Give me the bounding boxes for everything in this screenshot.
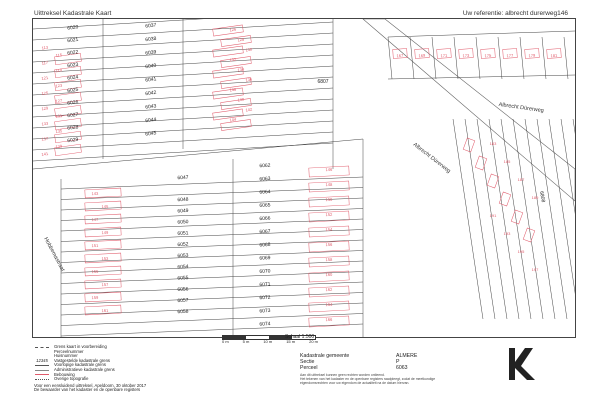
house-number-label: 195	[517, 249, 525, 254]
parcel-lines	[33, 19, 575, 337]
legend-row	[34, 377, 234, 382]
parcel-number-label: 6042	[144, 89, 157, 98]
house-number-label: 167	[396, 52, 404, 59]
street-name-label: Albrecht Dürerweg	[411, 141, 452, 175]
house-number-label: 193	[503, 231, 511, 236]
house-number-label: 183	[489, 141, 497, 146]
parcel-number-label: 6041	[144, 76, 157, 84]
parcel-number-label: 6058	[177, 308, 189, 316]
parcel-boundary	[453, 119, 483, 319]
parcel-number-label: 6028	[66, 124, 79, 132]
house-number-label: 179	[528, 52, 536, 59]
reference-text: Uw referentie: albrecht durerweg146	[462, 10, 568, 17]
legend-symbol	[34, 347, 50, 348]
parcel-boundary	[476, 37, 480, 79]
building-outline	[221, 35, 252, 46]
house-number-label: 169	[418, 52, 426, 59]
building-outline	[213, 25, 244, 36]
legend-symbol	[34, 370, 50, 371]
parcel-boundary	[477, 119, 507, 319]
scale-tick: 15 m	[286, 339, 296, 344]
legend-symbol	[34, 379, 50, 380]
house-number-label: 159	[91, 294, 99, 301]
parcel-boundary	[542, 37, 546, 79]
house-number-label: 143	[91, 190, 99, 197]
disclaimer	[300, 374, 490, 385]
legend-symbol	[34, 374, 50, 375]
parcel-number-label: 6022	[66, 49, 79, 57]
parcel-number-label: 6070	[259, 268, 271, 275]
house-number-label: 136	[245, 76, 253, 83]
legend-label: Administratieve kadastrale grens	[54, 366, 115, 372]
legend-label: Vastgestelde kadastrale grens	[54, 357, 111, 363]
kadaster-logo-icon	[505, 344, 537, 384]
parcel-boundary	[520, 37, 524, 79]
parcel-number-label: 6054	[177, 263, 189, 271]
house-number-label: 149	[101, 229, 109, 236]
disclaimer-line: eigendomsrechten voor uw eigendom de actualiteit na de datum hiervan.	[300, 380, 410, 385]
thin-line-icon	[35, 370, 49, 371]
house-number-label: 152	[325, 211, 333, 218]
house-number-label: 189	[531, 195, 539, 200]
parcel-number-label: 6047	[177, 174, 189, 182]
legend-footer-line: Voor een eensluidend uittreksel, Apeldoorn, 30 oktober 2017	[34, 382, 147, 388]
house-number-label: 161	[101, 307, 109, 314]
parcel-boundary	[537, 119, 567, 319]
building-outline	[499, 192, 511, 206]
house-number-label: 164	[325, 301, 333, 308]
map-title: Uittreksel Kadastrale Kaart	[34, 10, 112, 17]
legend-footer-line: De bewaarder van het kadaster en de openbare registers	[34, 387, 141, 393]
parcel-number-label: 6068	[259, 241, 271, 249]
legend-label: Voorlopige kadastrale grens	[54, 362, 106, 368]
street-name-label: Albrecht Dürerweg	[498, 101, 545, 115]
building-line-icon	[35, 374, 49, 375]
parcel-number-label: 6069	[259, 255, 271, 262]
parcel-labels	[67, 22, 546, 327]
house-number-label: 139	[55, 143, 63, 150]
house-number-label: 142	[245, 106, 253, 113]
parcel-number-label: 6020	[66, 24, 79, 32]
parcel-number-label: 6807	[317, 79, 329, 85]
parcel-number-label: 6021	[66, 36, 79, 45]
parcel-number-label: 6037	[144, 22, 157, 30]
topo-line-icon	[35, 379, 49, 380]
house-number-label: 156	[325, 241, 333, 248]
disclaimer-line: Het tekenen van het kadaster en de openbare registers raadpleegt, zodat de meetkundige	[300, 376, 436, 381]
building-outlines	[55, 25, 562, 327]
parcel-number-label: 6063	[259, 175, 271, 183]
parcel-boundary	[564, 37, 568, 79]
parcel-boundary	[498, 37, 502, 79]
parcel-number-label: 6071	[259, 281, 271, 289]
kadastrale-gemeente-value: ALMERE	[396, 353, 418, 359]
parcel-boundary	[61, 174, 363, 189]
parcel-number-label: 6065	[259, 202, 271, 209]
building-outline	[487, 174, 499, 188]
parcel-boundary	[61, 324, 363, 336]
legend-label: Huisnummer	[54, 353, 78, 359]
house-number-label: 131	[55, 112, 63, 119]
house-number-label: 137	[41, 135, 49, 142]
parcel-number-label: 6055	[177, 275, 189, 282]
parcel-number-label: 6052	[177, 241, 189, 249]
scale-tick: 0 m	[222, 339, 229, 344]
house-number-label: 145	[101, 203, 109, 210]
building-outline	[523, 228, 535, 242]
parcel-number-label: 6023	[66, 61, 79, 70]
legend-label: Perceelnummer	[54, 348, 84, 354]
house-number-label: 144	[229, 116, 237, 123]
legend-label: Bebouwing	[54, 371, 75, 377]
parcel-number-label: 6064	[259, 189, 271, 196]
building-outline	[213, 109, 244, 123]
solid-line-icon	[35, 365, 49, 366]
house-number-label: 130	[245, 46, 253, 53]
building-outline	[511, 210, 523, 224]
house-number-label: 181	[550, 52, 558, 59]
parcel-number-label: 6040	[144, 62, 157, 71]
parcel-number-label: 6045	[144, 130, 157, 138]
house-number-label: 158	[325, 256, 333, 263]
house-number-label: 153	[101, 255, 109, 262]
parcel-number-label: 6029	[66, 136, 79, 145]
parcel-number-label: 6024	[66, 74, 79, 82]
street-labels	[42, 102, 544, 273]
building-outline	[85, 292, 121, 302]
house-number-labels	[41, 26, 558, 322]
house-number-label: 173	[462, 52, 470, 59]
parcel-number-label: 6039	[144, 49, 157, 57]
scale-tick: 10 m	[263, 339, 273, 344]
house-number-label: 134	[237, 66, 245, 73]
legend-label: Overige topografie	[54, 376, 89, 382]
dashed-line-icon	[35, 347, 49, 348]
parcel-number-label: 6072	[259, 294, 271, 302]
parcel-number-label: 6808	[538, 190, 546, 203]
house-number-label: 155	[91, 268, 99, 275]
parcel-number-label: 6027	[66, 111, 79, 120]
house-number-label: 160	[325, 271, 333, 278]
parcel-number-label: 6038	[144, 35, 157, 44]
house-number-label: 123	[55, 82, 63, 89]
house-number-label: 140	[237, 96, 245, 103]
kadastrale-row	[300, 366, 417, 372]
parcel-number-label: 6043	[144, 103, 157, 111]
kadastrale-gemeente-label: Kadastrale gemeente	[300, 353, 350, 359]
parcel-number-label: 6073	[259, 307, 271, 315]
house-number-label: 191	[489, 213, 497, 218]
house-number-label: 113	[41, 44, 49, 51]
house-number-label: 175	[484, 52, 492, 59]
sectie-value: P	[396, 358, 400, 365]
parcel-number-label: 6044	[144, 116, 157, 125]
parcel-number-label: 6025	[66, 86, 79, 95]
legend	[34, 345, 234, 393]
house-number-label: 177	[506, 52, 514, 59]
parcel-number-label: 6049	[177, 207, 189, 215]
house-number-label: 148	[325, 181, 333, 188]
parcel-boundary	[61, 209, 363, 221]
parcel-number-label: 6026	[66, 99, 79, 107]
house-number-label: 197	[531, 267, 539, 272]
parcel-boundary	[454, 37, 458, 79]
house-number-label: 166	[325, 316, 333, 323]
scale-tick: 5 m	[242, 339, 250, 344]
sectie-label: Sectie	[300, 358, 315, 365]
kadastrale-info	[300, 354, 417, 371]
house-number-label: 150	[325, 196, 333, 203]
house-number-label: 135	[55, 128, 63, 135]
scale-tick: 20 m	[309, 339, 318, 344]
scale-label: Schaal 1:500	[285, 334, 315, 340]
house-number-label: 171	[440, 52, 448, 59]
house-number-label: 132	[229, 56, 237, 63]
parcel-number-label: 6053	[177, 252, 189, 260]
building-outline	[475, 156, 487, 170]
house-number-label: 125	[41, 90, 49, 97]
house-number-label: 128	[237, 36, 245, 43]
building-outline	[85, 240, 121, 250]
house-number-label: 147	[91, 216, 99, 223]
parcel-number-label: 6056	[177, 286, 189, 293]
house-number-label: 154	[325, 226, 333, 233]
parcel-number-label: 6051	[177, 230, 189, 237]
parcel-boundary	[561, 119, 575, 319]
parcel-number-label: 6050	[177, 219, 189, 226]
house-number-label: 146	[325, 166, 333, 173]
block-edge	[388, 75, 575, 79]
map-canvas	[33, 19, 575, 337]
house-number-label: 115	[55, 52, 63, 59]
parcel-number-label: 6048	[177, 196, 189, 204]
house-number-label: 187	[517, 177, 525, 182]
parcel-number-label: 6066	[259, 215, 271, 223]
parcel-number-label: 6067	[259, 228, 271, 236]
parcel-number-label: 6062	[259, 162, 271, 170]
house-number-label: 151	[91, 242, 99, 249]
building-outline	[213, 46, 244, 57]
street-name-label: Hobbemastraat	[42, 236, 66, 273]
parcel-boundary	[61, 314, 363, 326]
house-number-label: 157	[101, 281, 109, 288]
legend-label: Grens kaart in voorbereiding	[54, 344, 107, 349]
house-number-label: 117	[41, 59, 49, 66]
parcel-boundary	[61, 240, 363, 252]
parcel-number-label: 6057	[177, 297, 189, 305]
house-number-label: 121	[41, 74, 49, 81]
building-outline	[221, 56, 252, 67]
parcel-number-label: 6074	[259, 321, 271, 328]
parcel-boundary	[549, 119, 575, 319]
house-number-label: 119	[55, 67, 63, 74]
house-number-label: 141	[41, 150, 49, 157]
disclaimer-line: Aan dit uittreksel kunnen geen rechten worden ontleend.	[300, 373, 385, 377]
perceel-label: Perceel	[300, 364, 318, 371]
house-number-label: 126	[229, 26, 237, 33]
house-number-label: 127	[55, 97, 63, 104]
house-number-label: 133	[41, 120, 49, 127]
house-number-label: 185	[503, 159, 511, 164]
parcel-boundary	[465, 119, 495, 319]
block-edge	[388, 31, 575, 37]
legend-symbol	[34, 365, 50, 366]
house-number-label: 138	[229, 86, 237, 93]
cadastral-map[interactable]	[32, 18, 576, 338]
house-number-label: 162	[325, 286, 333, 293]
perceel-value: 6063	[396, 364, 408, 371]
legend-symbol: 12345	[36, 357, 48, 363]
building-outline	[85, 188, 121, 198]
house-number-label: 129	[41, 105, 49, 112]
